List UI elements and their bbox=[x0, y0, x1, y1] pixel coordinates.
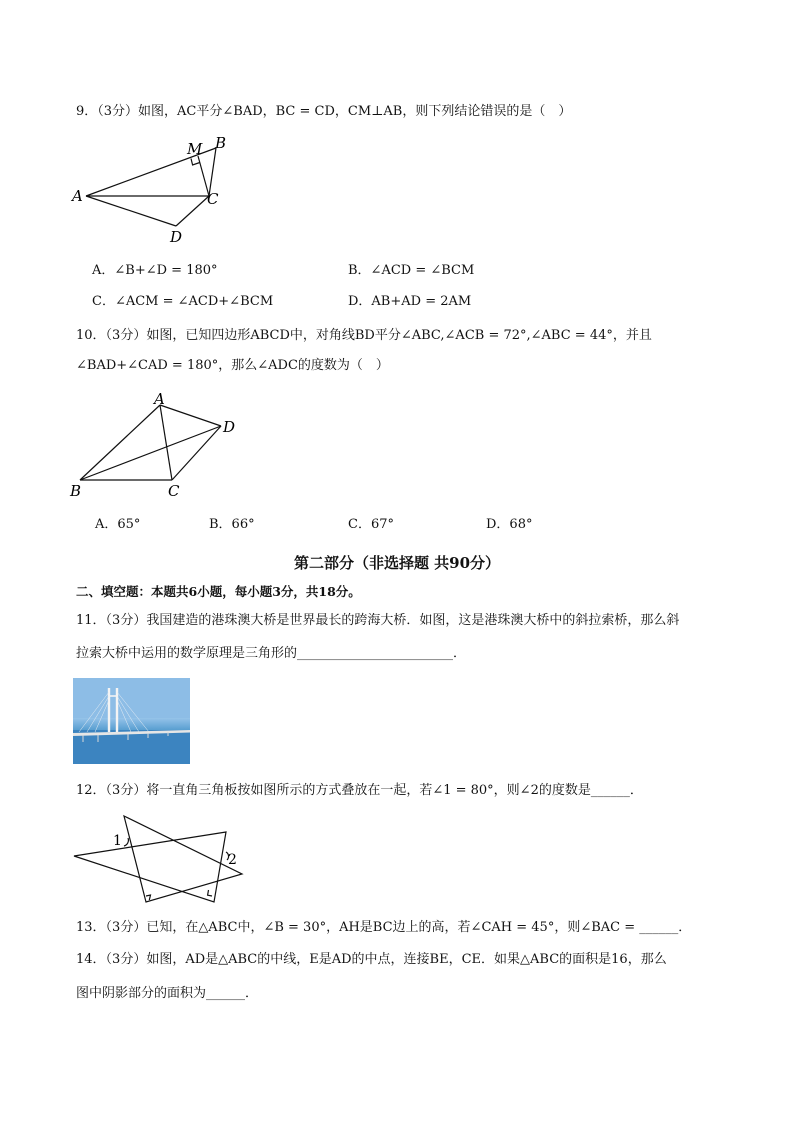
q11-line2: 拉索大桥中运用的数学原理是三角形的________________________． bbox=[76, 646, 467, 661]
q13-line1: 13．（3分）已知，在△ABC中，∠B = 30°，AH是BC边上的高，若∠CAH = 45°，则∠BAC = ______． bbox=[76, 920, 692, 935]
q9-figure bbox=[66, 132, 236, 247]
q9-option-b: B．∠ACD = ∠BCM bbox=[348, 263, 475, 278]
q11-line1: 11．（3分）我国建造的港珠澳大桥是世界最长的跨海大桥．如图，这是港珠澳大桥中的斜拉索桥，那么斜 bbox=[76, 613, 680, 628]
q14-line1: 14．（3分）如图，AD是△ABC的中线，E是AD的中点，连接BE，CE．如果△ABC的面积是16，那么 bbox=[76, 952, 667, 967]
q14-line2: 图中阴影部分的面积为______． bbox=[76, 986, 259, 1001]
q9-option-a: A．∠B+∠D = 180° bbox=[92, 263, 218, 278]
bridge-photo bbox=[73, 678, 190, 764]
q9-label-b: B bbox=[215, 134, 227, 152]
bridge-illustration bbox=[73, 678, 190, 764]
q10-figure bbox=[66, 388, 256, 503]
q10-stem-line2: ∠BAD+∠CAD = 180°，那么∠ADC的度数为（ ） bbox=[76, 358, 389, 373]
q10-label-a: A bbox=[154, 390, 165, 408]
q12-angle-1-label: 1 bbox=[113, 833, 122, 849]
q9-stem: 9．（3分）如图，AC平分∠BAD，BC = CD，CM⊥AB，则下列结论错误的是（ ） bbox=[76, 104, 572, 119]
q12-line1: 12．（3分）将一直角三角板按如图所示的方式叠放在一起，若∠1 = 80°，则∠2的度数是______． bbox=[76, 783, 643, 798]
section-heading: 二、填空题：本题共6小题，每小题3分，共18分。 bbox=[76, 584, 361, 599]
q9-label-m: M bbox=[187, 140, 203, 158]
q9-label-c: C bbox=[207, 190, 219, 208]
q10-option-d: D．68° bbox=[486, 517, 533, 532]
q10-option-c: C．67° bbox=[348, 517, 394, 532]
q9-label-a: A bbox=[72, 187, 83, 205]
q10-label-c: C bbox=[168, 482, 180, 500]
part2-heading: 第二部分（非选择题 共90分） bbox=[293, 554, 501, 572]
q12-angle-2-label: 2 bbox=[228, 852, 237, 868]
q10-label-d: D bbox=[223, 418, 236, 436]
q10-stem-line1: 10．（3分）如图，已知四边形ABCD中，对角线BD平分∠ABC,∠ACB = 72°,∠ABC = 44°，并且 bbox=[76, 328, 652, 343]
q10-option-a: A．65° bbox=[95, 517, 141, 532]
q10-label-b: B bbox=[70, 482, 82, 500]
q9-option-d: D．AB+AD = 2AM bbox=[348, 294, 472, 309]
q9-option-c: C．∠ACM = ∠ACD+∠BCM bbox=[92, 294, 274, 309]
q12-figure bbox=[66, 808, 256, 908]
q10-option-b: B．66° bbox=[209, 517, 255, 532]
q9-label-d: D bbox=[170, 228, 183, 246]
